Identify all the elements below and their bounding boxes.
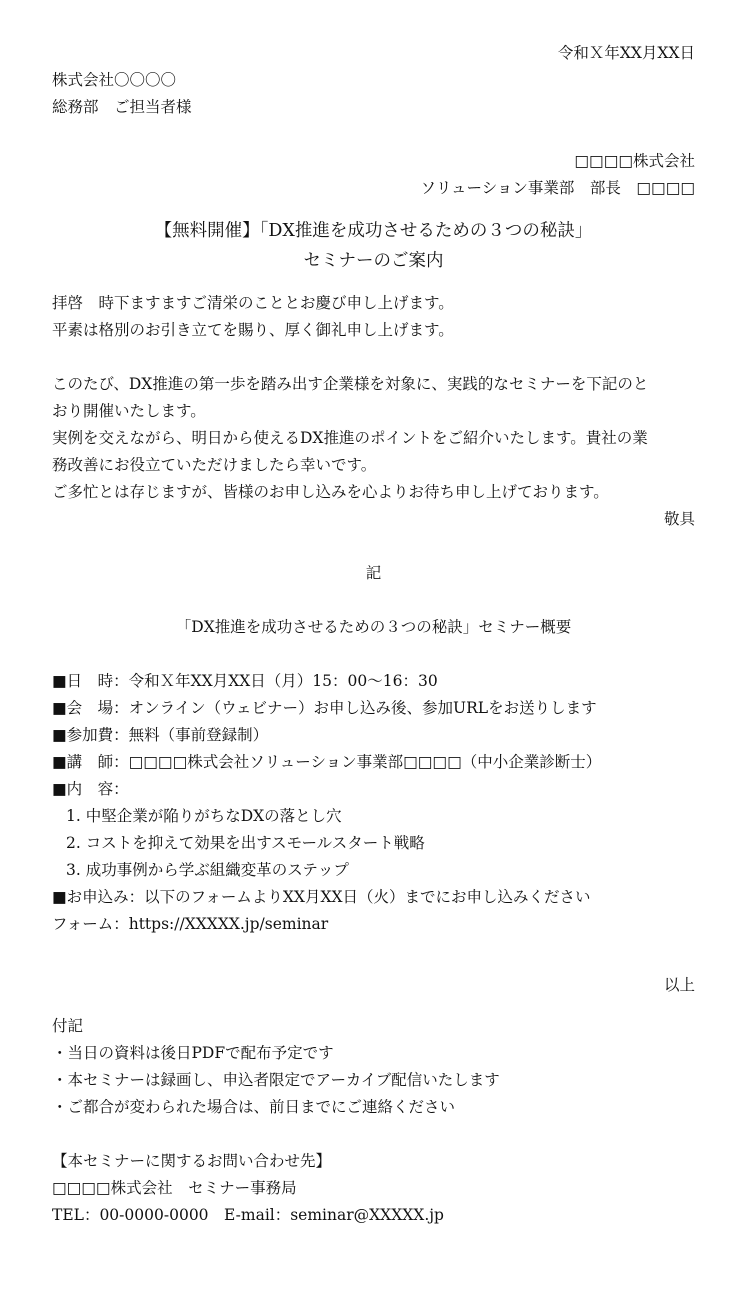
- detail-datetime: ■日 時：令和Ｘ年XX月XX日（月）15：00〜16：30: [52, 672, 438, 690]
- body-line: 実例を交えながら、明日から使えるDX推進のポイントをご紹介いたします。貴社の業: [52, 429, 648, 447]
- appendix-item: ・ご都合が変わられた場合は、前日までにご連絡ください: [52, 1098, 456, 1116]
- greeting-paragraph: [52, 290, 695, 344]
- contact-tel-email: TEL：00-0000-0000 E-mail：seminar@XXXXX.jp: [52, 1206, 444, 1224]
- detail-lecturer: ■講 師：□□□□株式会社ソリューション事業部□□□□（中小企業診断士）: [52, 753, 602, 771]
- issue-date: 令和Ｘ年XX月XX日: [557, 44, 695, 62]
- body-line: ご多忙とは存じますが、皆様のお申し込みを心よりお待ち申し上げております。: [52, 483, 609, 501]
- body-line: 務改善にお役立ていただけましたら幸いです。: [52, 456, 377, 474]
- body-line: おり開催いたします。: [52, 402, 206, 420]
- contact-label: 【本セミナーに関するお問い合わせ先】: [52, 1152, 332, 1170]
- title-line-1: 【無料開催】「DX推進を成功させるための３つの秘訣」: [154, 221, 593, 241]
- appendix-item: ・本セミナーは録画し、申込者限定でアーカイブ配信いたします: [52, 1071, 500, 1089]
- contents-item: 3. 成功事例から学ぶ組織変革のステップ: [66, 861, 349, 879]
- contents-item: 2. コストを抑えて効果を出すスモールスタート戦略: [66, 834, 425, 852]
- title-line-2: セミナーのご案内: [303, 251, 444, 271]
- body-line: このたび、DX推進の第一歩を踏み出す企業様を対象に、実践的なセミナーを下記のと: [52, 375, 649, 393]
- greeting-line: 拝啓 時下ますますご清栄のこととお慶び申し上げます。: [52, 294, 454, 312]
- seminar-details: [52, 668, 695, 938]
- ijou-closing: 以上: [663, 976, 695, 994]
- appendix-label: 付記: [52, 1017, 84, 1035]
- appendix-item: ・当日の資料は後日PDFで配布予定です: [52, 1044, 334, 1062]
- contents-item: 1. 中堅企業が陥りがちなDXの落とし穴: [66, 807, 342, 825]
- sender-position: ソリューション事業部 部長 □□□□: [420, 179, 695, 197]
- body-paragraph: [52, 371, 695, 506]
- detail-form-url[interactable]: フォーム：https://XXXXX.jp/seminar: [52, 915, 329, 933]
- detail-apply: ■お申込み：以下のフォームよりXX月XX日（火）までにお申し込みください: [52, 888, 591, 906]
- closing-keigu: 敬具: [663, 510, 695, 528]
- contact-block: [52, 1148, 695, 1229]
- greeting-line: 平素は格別のお引き立てを賜り、厚く御礼申し上げます。: [52, 321, 454, 339]
- contact-office: □□□□株式会社 セミナー事務局: [52, 1179, 297, 1197]
- appendix-block: [52, 1013, 695, 1121]
- document-title: [52, 216, 695, 276]
- ki-heading: 記: [365, 564, 382, 582]
- detail-venue: ■会 場：オンライン（ウェビナー）お申し込み後、参加URLをお送りします: [52, 699, 597, 717]
- recipient-department: 総務部 ご担当者様: [52, 98, 192, 116]
- recipient-company: 株式会社〇〇〇〇: [52, 71, 177, 89]
- overview-title: 「DX推進を成功させるための３つの秘訣」セミナー概要: [175, 618, 572, 636]
- sender-block: [52, 148, 695, 202]
- recipient-block: [52, 67, 695, 121]
- sender-company: □□□□株式会社: [574, 152, 695, 170]
- detail-fee: ■参加費：無料（事前登録制）: [52, 726, 269, 744]
- detail-contents-label: ■内 容：: [52, 780, 129, 798]
